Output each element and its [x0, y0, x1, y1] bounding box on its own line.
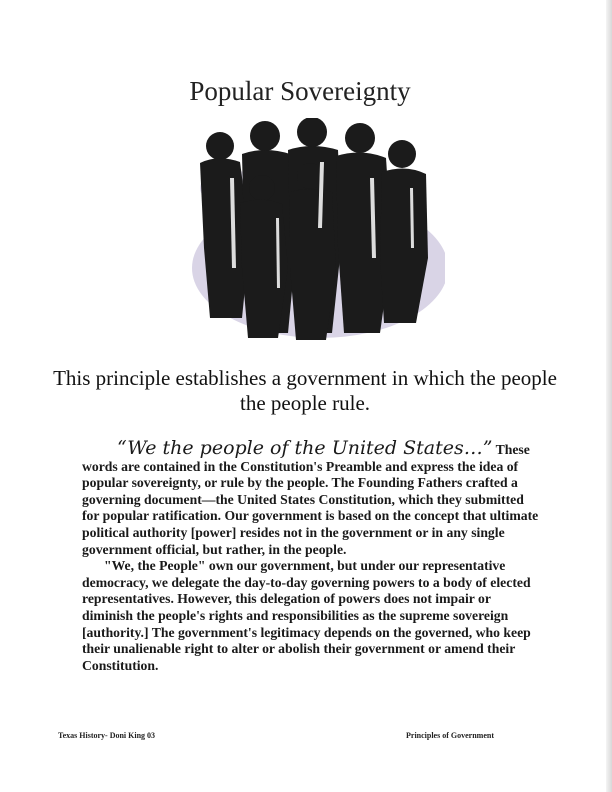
paragraph-2: "We, the People" own our government, but under our representative democracy, we delegate the day-to-day governing powers to a body of elected representatives. However, this delegation of powers does not impair or diminish the people's rights and responsibilities as the supreme sovereign [authority.] The government's legitimacy depends on the governed, who keep their unalienable right to alter or abolish their government or amend their Constitution. — [82, 558, 531, 673]
paragraph-1-text: These words are contained in the Constitution's Preamble and express the idea of popular sovereignty, or rule by the people. The Founding Fathers crafted a governing document—the United States Constitution, which they submitted for popular ratification. Our government is based on the concept that ultimate political authority [power] resides not in the government or in any single government official, but rather, in the people. — [82, 442, 539, 557]
footer-section: Principles of Government — [406, 731, 494, 740]
preamble-quote: “We the people of the United States…” — [117, 437, 493, 459]
body-text — [82, 437, 542, 674]
footer-author: Texas History- Doni King 03 — [58, 731, 156, 740]
people-huddle-illustration — [170, 118, 445, 348]
principle-statement: This principle establishes a government in which the people the people rule. — [53, 366, 557, 415]
paragraph-1 — [82, 437, 542, 558]
scan-edge-shadow — [606, 0, 612, 792]
page-title: Popular Sovereignty — [189, 76, 411, 106]
